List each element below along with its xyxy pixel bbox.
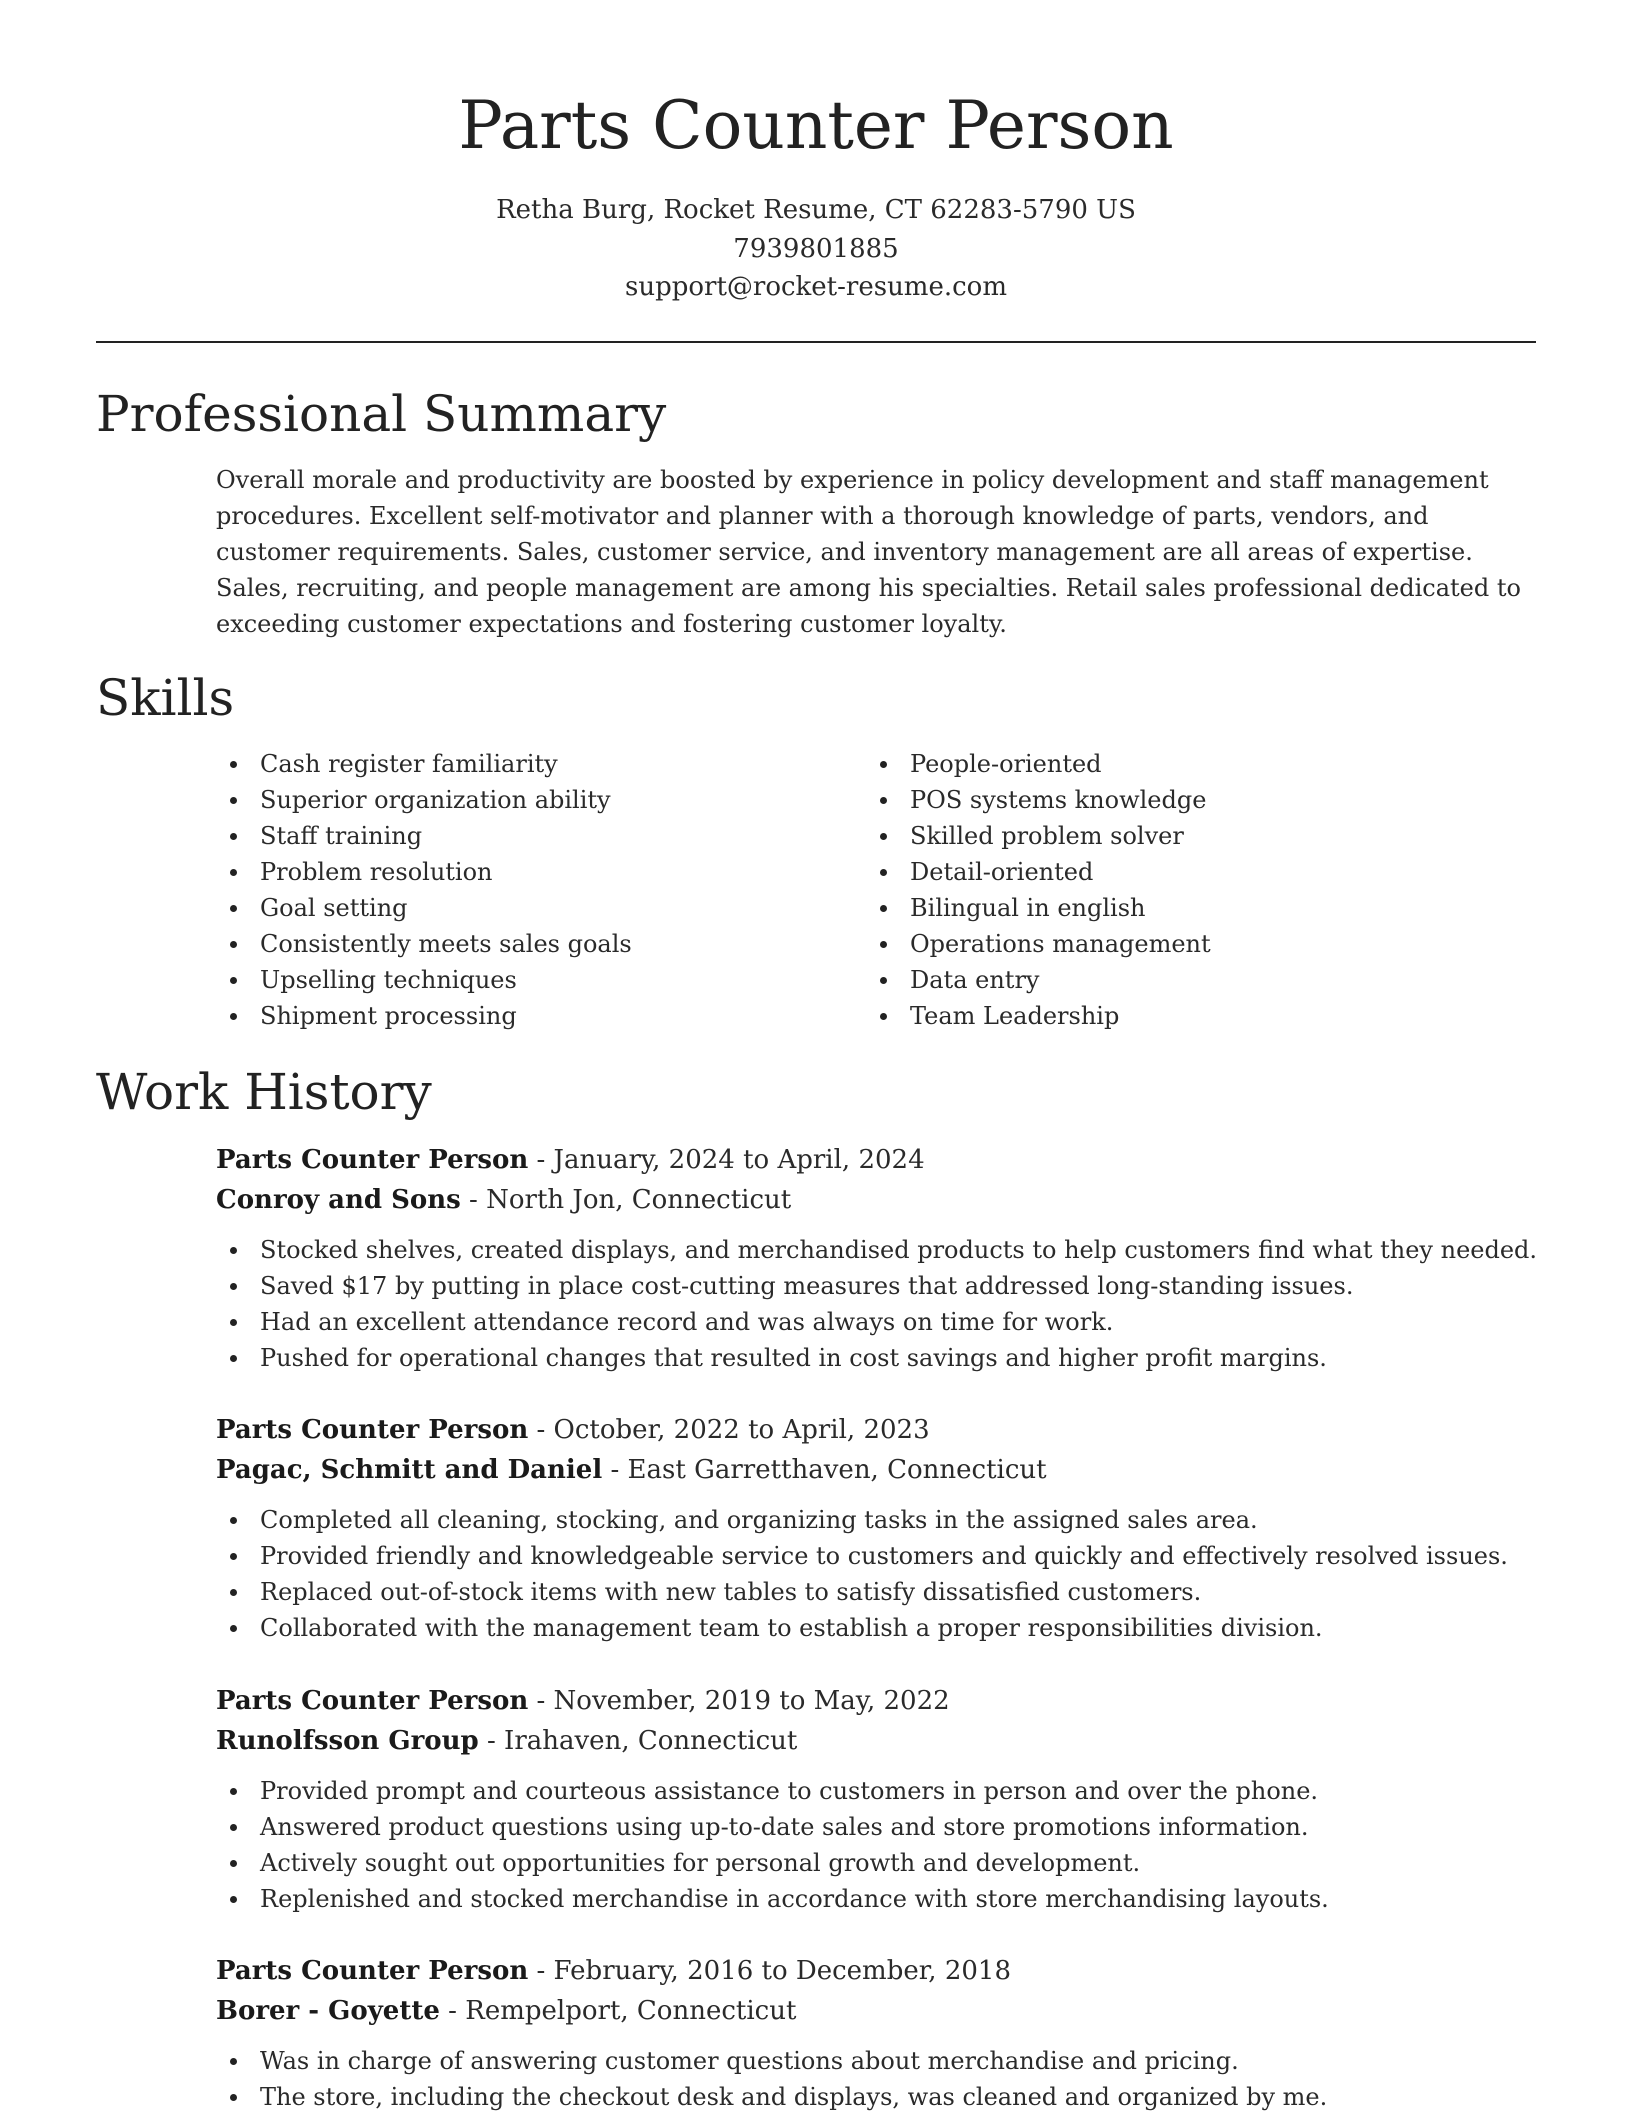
- skill-item: Consistently meets sales goals: [216, 926, 632, 962]
- job-location: East Garretthaven, Connecticut: [627, 1455, 1047, 1485]
- skill-item: Staff training: [216, 818, 632, 854]
- job-bullet: Actively sought out opportunities for personal growth and development.: [216, 1845, 1536, 1881]
- separator: -: [528, 1686, 554, 1716]
- job-bullet: Had an excellent attendance record and was always on time for work.: [216, 1304, 1536, 1340]
- job-bullet: Saved $17 by putting in place cost-cutting measures that addressed long-standing issues.: [216, 1268, 1536, 1304]
- skill-item: Problem resolution: [216, 854, 632, 890]
- skill-item: Shipment processing: [216, 998, 632, 1034]
- skill-item: Superior organization ability: [216, 782, 632, 818]
- skill-item: POS systems knowledge: [866, 782, 1211, 818]
- skill-item: People-oriented: [866, 746, 1211, 782]
- job-title-line: [216, 1951, 1536, 1991]
- separator: -: [439, 1996, 466, 2026]
- job-bullet: Was in charge of answering customer questions about merchandise and pricing.: [216, 2043, 1536, 2079]
- job-title: Parts Counter Person: [216, 1415, 529, 1445]
- job-company: Conroy and Sons: [216, 1185, 461, 1215]
- skill-item: Upselling techniques: [216, 962, 632, 998]
- job-title: Parts Counter Person: [216, 1956, 529, 1986]
- contact-phone: 7939801885: [733, 234, 899, 264]
- job-company: Runolfsson Group: [216, 1726, 479, 1756]
- job-bullet: Completed all cleaning, stocking, and organizing tasks in the assigned sales area.: [216, 1502, 1536, 1538]
- job-company-line: [216, 1991, 1536, 2031]
- job-title: Parts Counter Person: [216, 1686, 529, 1716]
- job-dates: February, 2016 to December, 2018: [553, 1956, 1011, 1986]
- separator: -: [528, 1145, 554, 1175]
- skill-item: Goal setting: [216, 890, 632, 926]
- job-company: Pagac, Schmitt and Daniel: [216, 1455, 603, 1485]
- job-bullet: Pushed for operational changes that resulted in cost savings and higher profit margins.: [216, 1340, 1536, 1376]
- job-bullets: [216, 1232, 1536, 1376]
- job-dates: November, 2019 to May, 2022: [553, 1686, 950, 1716]
- job-bullet: The store, including the checkout desk and displays, was cleaned and organized by me.: [216, 2079, 1536, 2115]
- skill-item: Team Leadership: [866, 998, 1211, 1034]
- job-bullet: Provided friendly and knowledgeable service to customers and quickly and effectively resolved issues.: [216, 1538, 1536, 1574]
- contact-email: support@rocket-resume.com: [624, 272, 1007, 302]
- job-dates: January, 2024 to April, 2024: [553, 1145, 925, 1175]
- header-divider: [96, 341, 1536, 343]
- job-company: Borer - Goyette: [216, 1996, 440, 2026]
- separator: -: [460, 1185, 487, 1215]
- job-bullets: [216, 1502, 1536, 1646]
- job-bullet: Provided prompt and courteous assistance to customers in person and over the phone.: [216, 1773, 1536, 1809]
- job-bullets: [216, 1773, 1536, 1917]
- job-bullets: [216, 2043, 1536, 2115]
- job-location: Rempelport, Connecticut: [465, 1996, 797, 2026]
- skills-list-left: [216, 746, 632, 1034]
- job-title: Parts Counter Person: [216, 1145, 529, 1175]
- job-entry: [216, 1681, 1536, 1917]
- job-dates: October, 2022 to April, 2023: [553, 1415, 930, 1445]
- separator: -: [528, 1415, 554, 1445]
- separator: -: [478, 1726, 505, 1756]
- separator: -: [602, 1455, 628, 1485]
- summary-heading: Professional Summary: [96, 385, 667, 443]
- job-location: Irahaven, Connecticut: [504, 1726, 798, 1756]
- job-bullet: Stocked shelves, created displays, and merchandised products to help customers find what they needed.: [216, 1232, 1536, 1268]
- separator: -: [528, 1956, 554, 1986]
- resume-title: Parts Counter Person: [458, 87, 1174, 164]
- skill-item: Bilingual in english: [866, 890, 1211, 926]
- job-bullet: Answered product questions using up-to-date sales and store promotions information.: [216, 1809, 1536, 1845]
- job-bullet: Replaced out-of-stock items with new tables to satisfy dissatisfied customers.: [216, 1574, 1536, 1610]
- skill-item: Cash register familiarity: [216, 746, 632, 782]
- job-entry: [216, 1140, 1536, 1376]
- job-title-line: [216, 1410, 1536, 1450]
- job-company-line: [216, 1450, 1536, 1490]
- skills-heading: Skills: [96, 669, 235, 727]
- skill-item: Detail-oriented: [866, 854, 1211, 890]
- job-title-line: [216, 1681, 1536, 1721]
- job-bullet: Collaborated with the management team to establish a proper responsibilities division.: [216, 1610, 1536, 1646]
- contact-address: Retha Burg, Rocket Resume, CT 62283-5790 US: [496, 195, 1136, 225]
- job-company-line: [216, 1180, 1536, 1220]
- skill-item: Operations management: [866, 926, 1211, 962]
- job-company-line: [216, 1721, 1536, 1761]
- job-location: North Jon, Connecticut: [486, 1185, 792, 1215]
- job-title-line: [216, 1140, 1536, 1180]
- summary-text: Overall morale and productivity are boosted by experience in policy development and staff management procedures. Excellent self-motivator and planner with a thorough knowledge of parts, vendors, and customer requirements. Sales, customer service, and inventory management are all areas of expertise. Sales, recruiting, and people management are among his specialties. Retail sales professional dedicated to exceeding customer expectations and fostering customer loyalty.: [216, 466, 1521, 638]
- job-entry: [216, 1951, 1536, 2115]
- skill-item: Data entry: [866, 962, 1211, 998]
- job-bullet: Replenished and stocked merchandise in accordance with store merchandising layouts.: [216, 1881, 1536, 1917]
- work-history-heading: Work History: [96, 1063, 432, 1121]
- skill-item: Skilled problem solver: [866, 818, 1211, 854]
- job-entry: [216, 1410, 1536, 1646]
- skills-list-right: [866, 746, 1211, 1034]
